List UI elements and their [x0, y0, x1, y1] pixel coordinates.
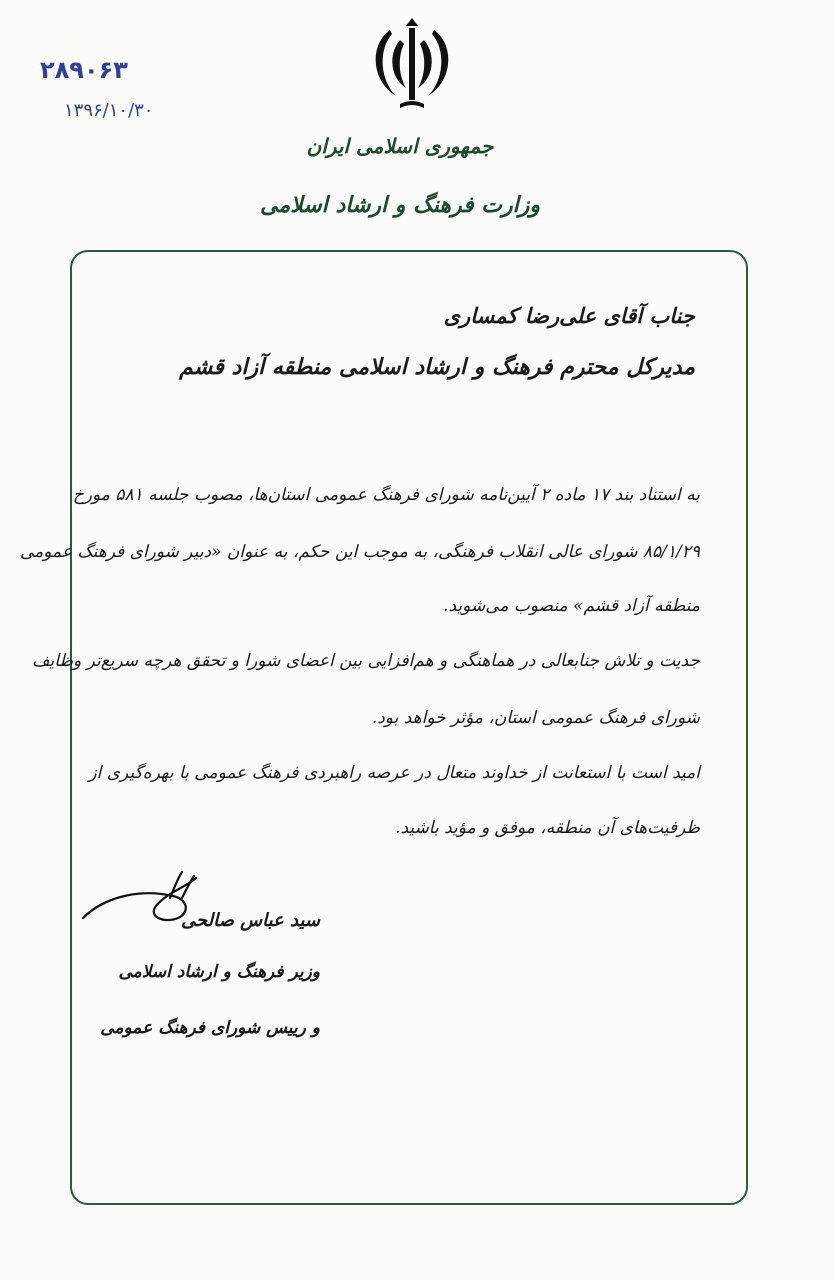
- body-line: امید است با استعانت از خداوند متعال در عرصه راهبردی فرهنگ عمومی با بهره‌گیری از: [88, 763, 700, 783]
- body-line: ۸۵/۱/۲۹ شورای عالی انقلاب فرهنگی، به موجب این حکم، به عنوان «دبیر شورای فرهنگ عمومی: [19, 542, 700, 562]
- recipient-name: جناب آقای علی‌رضا کمساری: [443, 303, 695, 328]
- body-line: شورای فرهنگ عمومی استان، مؤثر خواهد بود.: [371, 708, 700, 728]
- signatory-name: سید عباس صالحی: [181, 910, 320, 931]
- body-line: منطقه آزاد قشم» منصوب می‌شوید.: [443, 596, 700, 616]
- recipient-title: مدیرکل محترم فرهنگ و ارشاد اسلامی منطقه آزاد قشم: [179, 354, 695, 380]
- body-line: جدیت و تلاش جنابعالی در هماهنگی و هم‌افزایی بین اعضای شورا و تحقق هرچه سریع‌تر وظایف: [31, 651, 700, 671]
- body-line: ظرفیت‌های آن منطقه، موفق و مؤید باشید.: [395, 818, 700, 838]
- signatory-title-2: و رییس شورای فرهنگ عمومی: [100, 1018, 320, 1038]
- header-country: جمهوری اسلامی ایران: [306, 134, 494, 158]
- header-ministry: وزارت فرهنگ و ارشاد اسلامی: [259, 192, 540, 218]
- body-line: به استناد بند ۱۷ ماده ۲ آیین‌نامه شورای فرهنگ عمومی استان‌ها، مصوب جلسه ۵۸۱ مورخ: [72, 485, 700, 505]
- iran-emblem-icon: [362, 18, 462, 114]
- letter-date-stamp: ۱۳۹۶/۱۰/۳۰: [64, 100, 154, 121]
- letter-number-stamp: ۲۸۹۰۶۳: [40, 56, 128, 84]
- signatory-title-1: وزیر فرهنگ و ارشاد اسلامی: [118, 962, 320, 982]
